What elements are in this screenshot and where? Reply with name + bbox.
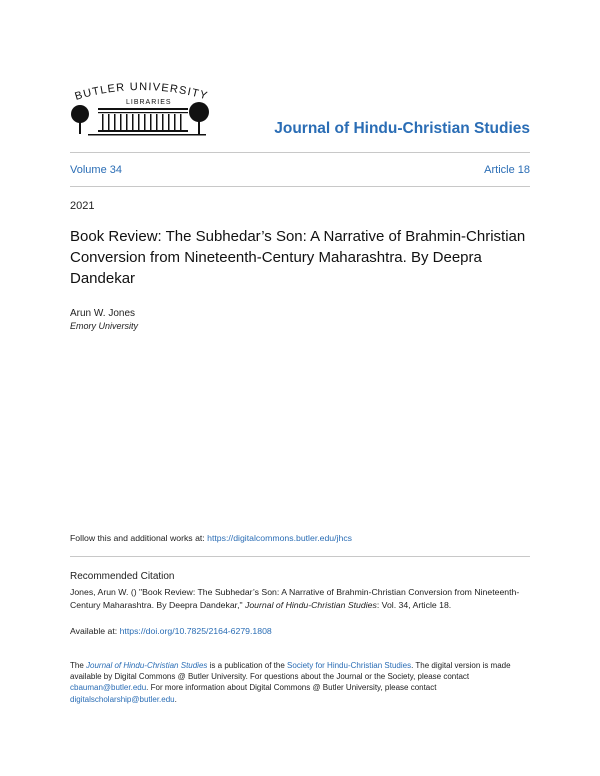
author-affiliation: Emory University bbox=[70, 321, 139, 331]
email-link-digital-scholarship[interactable]: digitalscholarship@butler.edu bbox=[70, 694, 175, 704]
author-name: Arun W. Jones bbox=[70, 308, 136, 319]
notice-p3: . The digital version is made available by Digital Commons @ Butler University. For questions about the Journal or the Society, please contact bbox=[70, 661, 511, 682]
email-link-editor[interactable]: cbauman@butler.edu bbox=[70, 683, 147, 693]
library-building-icon bbox=[88, 108, 206, 136]
logo-text-line1: BUTLER UNIVERSITY bbox=[73, 80, 210, 103]
volume-link[interactable]: Volume 34 bbox=[70, 164, 122, 176]
publication-year: 2021 bbox=[70, 200, 95, 212]
follow-line bbox=[70, 533, 352, 543]
article-number-link[interactable]: Article 18 bbox=[484, 164, 530, 176]
divider-citation bbox=[70, 556, 530, 557]
citation-part2: : Vol. 34, Article 18. bbox=[376, 599, 452, 610]
citation-journal: Journal of Hindu-Christian Studies bbox=[245, 599, 377, 610]
available-prefix: Available at: bbox=[70, 626, 120, 636]
publication-notice bbox=[70, 660, 532, 705]
notice-p2: is a publication of the bbox=[207, 661, 288, 670]
article-title: Book Review: The Subhedar’s Son: A Narrative of Brahmin-Christian Conversion from Nineteenth-Century Maharashtra. By Deepra Dandekar bbox=[70, 228, 526, 287]
citation-part1: Jones, Arun W. () "Book Review: The Subhedar’s Son: A Narrative of Brahmin-Christian Conversion from Nineteenth-Century Maharashtra. By Deepra Dandekar," bbox=[70, 587, 520, 610]
follow-prefix: Follow this and additional works at: bbox=[70, 533, 208, 543]
divider-top bbox=[70, 152, 530, 153]
citation-text bbox=[70, 586, 532, 611]
logo-text-line2: LIBRARIES bbox=[126, 99, 172, 106]
collection-link[interactable]: https://digitalcommons.butler.edu/jhcs bbox=[207, 533, 353, 543]
divider-meta bbox=[70, 186, 530, 187]
journal-title[interactable]: Journal of Hindu-Christian Studies bbox=[274, 120, 530, 137]
butler-libraries-logo bbox=[68, 78, 218, 138]
notice-p1: The bbox=[70, 661, 87, 670]
doi-link[interactable]: https://doi.org/10.7825/2164-6279.1808 bbox=[119, 626, 272, 636]
society-link[interactable]: Society for Hindu-Christian Studies bbox=[287, 661, 412, 670]
notice-p5: . bbox=[174, 694, 177, 704]
available-at-line bbox=[70, 626, 272, 636]
notice-journal-link[interactable]: Journal of Hindu-Christian Studies bbox=[86, 661, 208, 670]
notice-p4: . For more information about Digital Commons @ Butler University, please contact bbox=[146, 683, 437, 693]
recommended-citation-heading: Recommended Citation bbox=[70, 571, 175, 582]
